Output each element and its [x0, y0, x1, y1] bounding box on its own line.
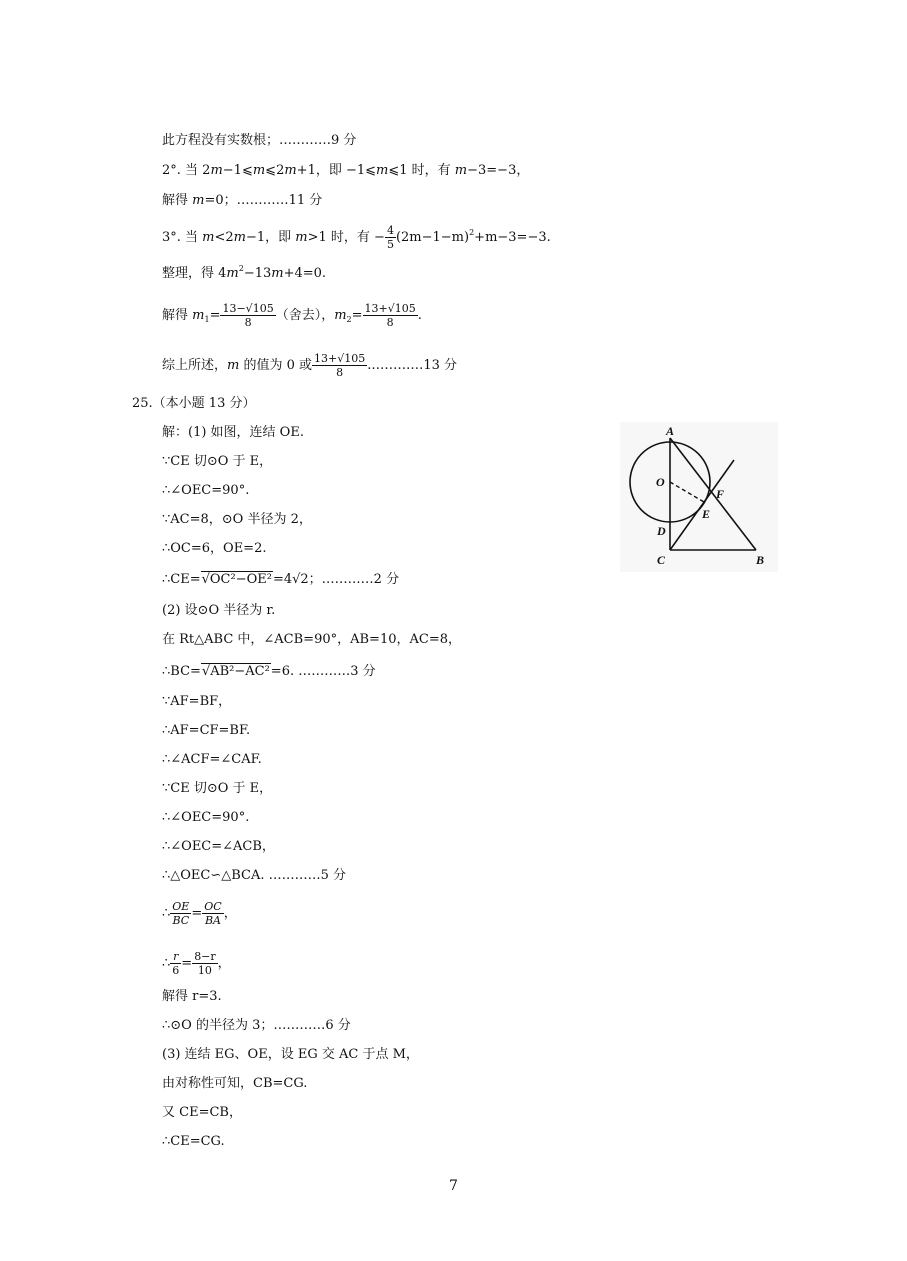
label-c: C — [657, 553, 666, 567]
step-3: ∴∠OEC=90°. — [162, 483, 250, 498]
question-25-header: 25.（本小题 13 分） — [132, 396, 256, 411]
step-6: ∴CE=√OC²−OE²=4√2；…………2 分 — [162, 572, 400, 587]
step-24: ∴CE=CG. — [162, 1134, 225, 1149]
fraction-root-1: $\frac{13-√105}{8}$ — [222, 302, 274, 329]
label-e: E — [702, 507, 711, 521]
fraction-4-5: $\frac{4}{5}$ — [386, 224, 394, 251]
label-a: A — [666, 424, 675, 438]
step-23: 又 CE=CB， — [162, 1105, 242, 1120]
line-case-3: 3°. 当 m<2m−1，即 m>1 时，有 − $\frac{4}{5}$ $(2m-1-m)^2+m-3=-3$. — [162, 224, 551, 251]
step-12: ∴∠ACF=∠CAF. — [162, 752, 262, 767]
label-o: O — [656, 475, 665, 489]
fraction-8r-10: $\frac{8-r}{10}$ — [194, 950, 216, 977]
step-9: ∴BC=√AB²−AC²=6. …………3 分 — [162, 664, 376, 679]
step-1: 解：(1) 如图，连结 OE. — [162, 425, 304, 440]
step-22: 由对称性可知，CB=CG. — [162, 1076, 308, 1091]
step-2: ∵CE 切⊙O 于 E， — [162, 454, 273, 469]
label-d: D — [657, 524, 666, 538]
line-conclusion: 综上所述，m 的值为 0 或 $\frac{13+√105}{8}$ .…………13 分 — [162, 352, 458, 379]
line-solve-roots: 解得 $m_1=$ $\frac{13-√105}{8}$ （舍去），$m_2=$ $\frac{13+√105}{8}$ . — [162, 302, 422, 329]
step-7: (2) 设⊙O 半径为 r. — [162, 603, 276, 618]
step-5: ∴OC=6，OE=2. — [162, 541, 267, 556]
page-number: 7 — [449, 1178, 458, 1194]
line-solve-m0: 解得 m=0；…………11 分 — [162, 193, 323, 208]
label-f: F — [716, 487, 725, 501]
step-18: ∴ $\frac{r}{6}$ = $\frac{8-r}{10}$ ， — [162, 950, 231, 977]
step-21: (3) 连结 EG、OE，设 EG 交 AC 于点 M， — [162, 1047, 419, 1062]
step-16: ∴△OEC∽△BCA. …………5 分 — [162, 868, 347, 883]
line-simplify: 整理，得 $4m^2-13m+4=0$. — [162, 264, 327, 281]
line-case-2: 2°. 当 2m−1⩽m⩽2m+1，即 −1⩽m⩽1 时，有 m−3=−3， — [162, 163, 530, 178]
step-13: ∵CE 切⊙O 于 E， — [162, 781, 273, 796]
fraction-oc-ba: $\frac{OC}{BA}$ — [204, 900, 222, 927]
step-19: 解得 r=3. — [162, 989, 222, 1004]
step-20: ∴⊙O 的半径为 3；…………6 分 — [162, 1018, 351, 1033]
step-8: 在 Rt△ABC 中，∠ACB=90°，AB=10，AC=8， — [162, 632, 461, 647]
fraction-conclusion: $\frac{13+√105}{8}$ — [314, 352, 366, 379]
step-15: ∴∠OEC=∠ACB， — [162, 839, 275, 854]
label-b: B — [756, 553, 765, 567]
line-no-real-roots: 此方程没有实数根；…………9 分 — [162, 133, 357, 148]
fraction-oe-bc: $\frac{OE}{BC}$ — [172, 900, 190, 927]
step-14: ∴∠OEC=90°. — [162, 810, 250, 825]
fraction-r-6: $\frac{r}{6}$ — [172, 950, 180, 977]
geometry-figure — [620, 422, 778, 572]
step-11: ∴AF=CF=BF. — [162, 723, 251, 738]
fraction-root-2: $\frac{13+√105}{8}$ — [364, 302, 416, 329]
step-10: ∵AF=BF， — [162, 694, 232, 709]
step-17: ∴ $\frac{OE}{BC}$ = $\frac{OC}{BA}$ ， — [162, 900, 237, 927]
step-4: ∵AC=8，⊙O 半径为 2， — [162, 512, 312, 527]
